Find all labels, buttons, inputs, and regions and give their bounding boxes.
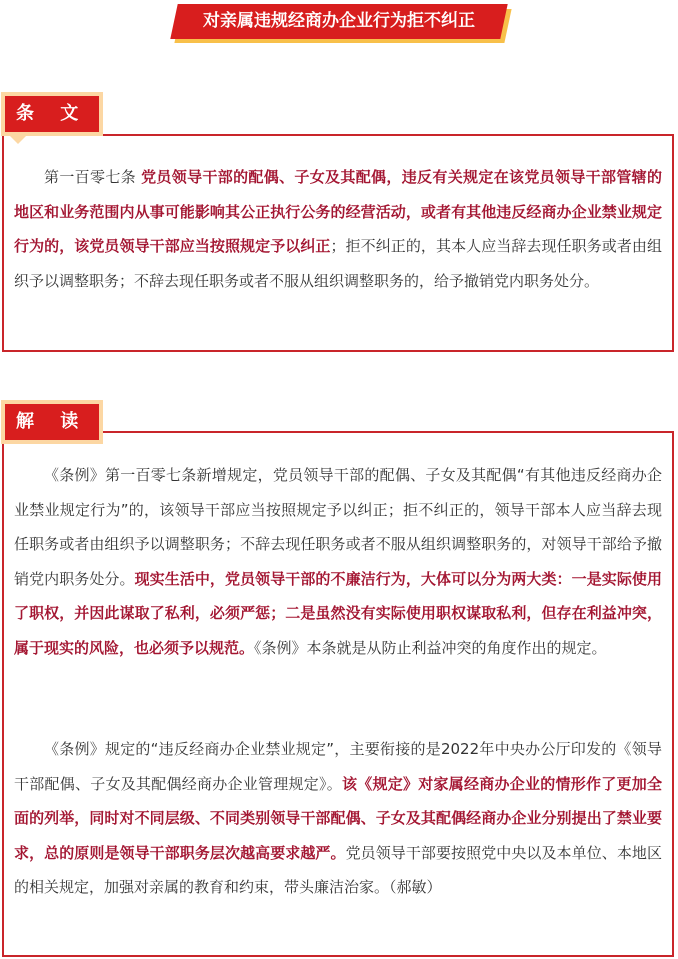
interp1-rest: 《条例》本条就是从防止利益冲突的角度作出的规定。: [254, 638, 607, 657]
interp1-intro: 《条例》第一百零七条新增规定，党员领导干部的配偶、子女及其配偶“有其他违反经商办企业禁业规定行为”的，该领导干部应当按照规定予以纠正；拒不纠正的，领导干部本人应当辞去现任职务或者由组织予以调整职务；不辞去现任职务或者不服从组织调整职务的，对领导干部给予撤销党内职务处分。: [14, 466, 662, 588]
article-highlight: 党员领导干部的配偶、子女及其配偶，违反有关规定在该党员领导干部管辖的地区和业务范围内从事可能影响其公正执行公务的经营活动，或者有其他违反经商办企业禁业规定行为的，该党员领导干部应当按照规定予以纠正: [14, 168, 662, 255]
section-tag-interpretation: 解 读: [1, 400, 103, 444]
article-rest: ；拒不纠正的，其本人应当辞去现任职务或者由组织予以调整职务；不辞去现任职务或者不服从组织调整职务的，给予撤销党内职务处分。: [14, 237, 662, 290]
interp2-intro: 《条例》规定的“违反经商办企业禁业规定”，主要衔接的是2022年中央办公厅印发的《领导干部配偶、子女及其配偶经商办企业管理规定》。: [14, 740, 662, 793]
article-paragraph: [14, 160, 662, 298]
interp1-highlight: 现实生活中，党员领导干部的不廉洁行为，大体可以分为两大类：一是实际使用了职权，并因此谋取了私利，必须严惩；二是虽然没有实际使用职权谋取私利，但存在利益冲突，属于现实的风险，也必须予以规范。: [14, 569, 662, 657]
tag-pointer-icon: [10, 136, 26, 144]
article-number: 第一百零七条: [44, 168, 142, 186]
section-tag-article: 条 文: [1, 92, 103, 136]
page-title: 对亲属违规经商办企业行为拒不纠正: [203, 11, 475, 31]
title-banner: [172, 4, 512, 44]
interp2-highlight: 该《规定》对家属经商办企业的情形作了更加全面的列举，同时对不同层级、不同类别领导干部配偶、子女及其配偶经商办企业分别提出了禁业要求，总的原则是领导干部职务层次越高要求越严。: [14, 774, 662, 862]
interpretation-paragraph-2: [14, 732, 662, 905]
interp2-rest: 党员领导干部要按照党中央以及本单位、本地区的相关规定，加强对亲属的教育和约束，带头廉洁治家。（郝敏）: [14, 843, 662, 896]
interpretation-paragraph-1: [14, 458, 662, 665]
